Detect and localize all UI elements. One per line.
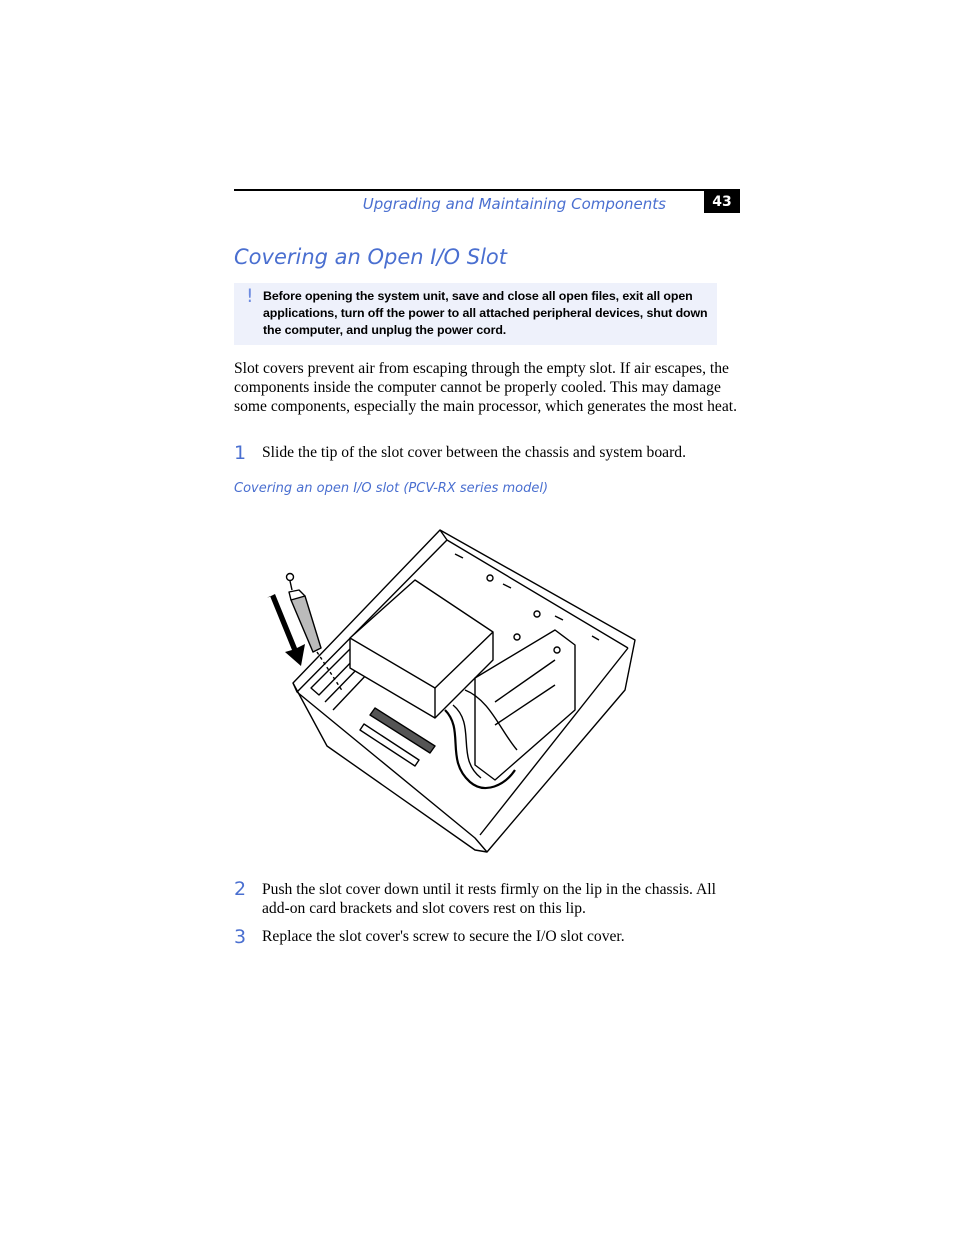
figure-caption: Covering an open I/O slot (PCV-RX series model) — [234, 481, 549, 496]
section-title: Covering an Open I/O Slot — [234, 245, 507, 269]
warning-icon: ! — [246, 285, 254, 307]
warning-box — [234, 283, 717, 345]
step-1-number: 1 — [234, 442, 247, 464]
page-number: 43 — [704, 191, 740, 213]
step-1-text: Slide the tip of the slot cover between the chassis and system board. — [262, 444, 686, 461]
running-head: Upgrading and Maintaining Components — [362, 195, 666, 213]
intro-paragraph: Slot covers prevent air from escaping through the empty slot. If air escapes, the components inside the computer cannot be properly cooled. This may damage some components, especially the main processor, which generates the most heat. — [234, 360, 737, 415]
step-2-number: 2 — [234, 878, 247, 900]
step-2-text: Push the slot cover down until it rests firmly on the lip in the chassis. All add-on card brackets and slot covers rest on this lip. — [262, 881, 716, 917]
step-3-text: Replace the slot cover's screw to secure the I/O slot cover. — [262, 928, 625, 945]
warning-text: Before opening the system unit, save and close all open files, exit all open applications, turn off the power to all attached peripheral devices, shut down the computer, and unplug the power cord. — [263, 289, 708, 337]
header-rule — [234, 189, 740, 191]
pc-chassis-illustration — [255, 520, 655, 860]
step-3-number: 3 — [234, 926, 247, 948]
